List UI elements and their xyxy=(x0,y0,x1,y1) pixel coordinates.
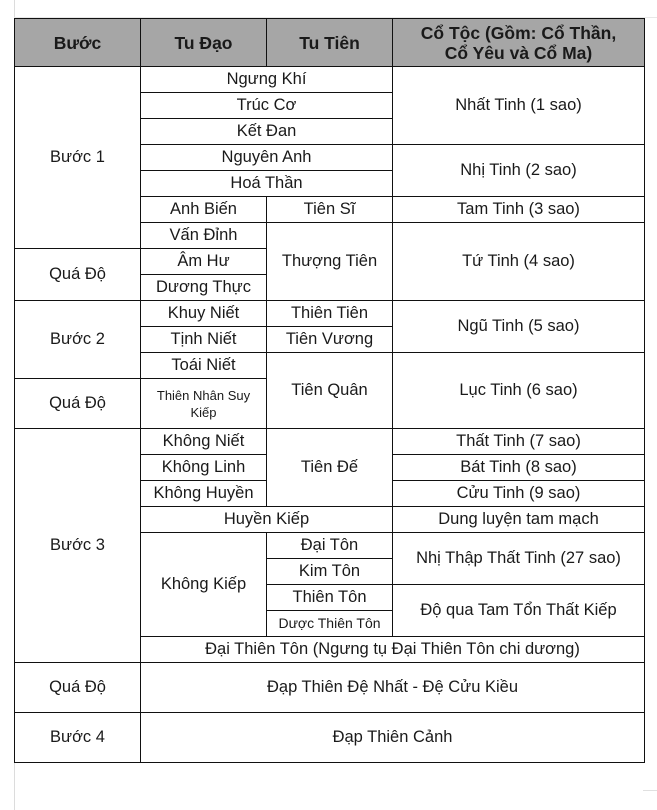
tu-dao-cell: Dương Thực xyxy=(141,275,267,301)
stage-cell: Bước 2 xyxy=(15,301,141,379)
stage-cell: Quá Độ xyxy=(15,249,141,301)
tu-dao-cell: Nguyên Anh xyxy=(141,145,393,171)
tu-tien-cell: Tiên Quân xyxy=(267,353,393,429)
tu-dao-cell: Anh Biến xyxy=(141,197,267,223)
co-toc-cell: Tam Tinh (3 sao) xyxy=(393,197,645,223)
stage-cell: Bước 4 xyxy=(15,713,141,763)
header-step: Bước xyxy=(15,19,141,67)
header-tu-dao: Tu Đạo xyxy=(141,19,267,67)
tu-dao-cell: Đại Thiên Tôn (Ngưng tụ Đại Thiên Tôn chi dương) xyxy=(141,637,645,663)
tu-dao-cell: Thiên Nhân Suy Kiếp xyxy=(141,379,267,429)
header-tu-tien: Tu Tiên xyxy=(267,19,393,67)
tu-dao-cell: Vấn Đỉnh xyxy=(141,223,267,249)
co-toc-cell: Ngũ Tinh (5 sao) xyxy=(393,301,645,353)
co-toc-cell: Dung luyện tam mạch xyxy=(393,507,645,533)
tu-tien-cell: Đại Tôn xyxy=(267,533,393,559)
cultivation-ranks-table xyxy=(14,18,645,763)
table-row xyxy=(15,429,645,455)
stage-cell: Quá Độ xyxy=(15,663,141,713)
tu-dao-cell: Kết Đan xyxy=(141,119,393,145)
tu-tien-cell: Thiên Tôn xyxy=(267,585,393,611)
tu-tien-cell: Tiên Đế xyxy=(267,429,393,507)
co-toc-cell: Bát Tinh (8 sao) xyxy=(393,455,645,481)
tu-dao-cell: Âm Hư xyxy=(141,249,267,275)
tu-dao-cell: Huyền Kiếp xyxy=(141,507,393,533)
table-row xyxy=(15,301,645,327)
tu-tien-cell: Kim Tôn xyxy=(267,559,393,585)
tu-dao-cell: Không Niết xyxy=(141,429,267,455)
tu-tien-cell: Thiên Tiên xyxy=(267,301,393,327)
stage-cell: Bước 1 xyxy=(15,67,141,249)
stage-cell: Quá Độ xyxy=(15,379,141,429)
tu-tien-cell: Tiên Vương xyxy=(267,327,393,353)
tu-tien-cell: Tiên Sĩ xyxy=(267,197,393,223)
tu-dao-cell: Tịnh Niết xyxy=(141,327,267,353)
co-toc-cell: Cửu Tinh (9 sao) xyxy=(393,481,645,507)
table-row xyxy=(15,713,645,763)
co-toc-cell: Độ qua Tam Tổn Thất Kiếp xyxy=(393,585,645,637)
table-row xyxy=(15,663,645,713)
tu-tien-cell: Thượng Tiên xyxy=(267,223,393,301)
co-toc-cell: Nhất Tinh (1 sao) xyxy=(393,67,645,145)
page-edge xyxy=(643,790,657,791)
tu-dao-cell: Khuy Niết xyxy=(141,301,267,327)
header-co-toc: Cổ Tộc (Gồm: Cổ Thần, Cổ Yêu và Cổ Ma) xyxy=(393,19,645,67)
co-toc-cell: Nhị Tinh (2 sao) xyxy=(393,145,645,197)
tu-dao-cell: Toái Niết xyxy=(141,353,267,379)
co-toc-cell: Thất Tinh (7 sao) xyxy=(393,429,645,455)
header-row xyxy=(15,19,645,67)
tu-dao-cell: Không Huyền xyxy=(141,481,267,507)
co-toc-cell: Nhị Thập Thất Tinh (27 sao) xyxy=(393,533,645,585)
tu-dao-cell: Hoá Thần xyxy=(141,171,393,197)
table-row xyxy=(15,67,645,93)
stage-cell: Bước 3 xyxy=(15,429,141,663)
tu-dao-cell: Đạp Thiên Đệ Nhất - Đệ Cửu Kiều xyxy=(141,663,645,713)
co-toc-cell: Lục Tinh (6 sao) xyxy=(393,353,645,429)
co-toc-cell: Tứ Tinh (4 sao) xyxy=(393,223,645,301)
tu-dao-cell: Đạp Thiên Cảnh xyxy=(141,713,645,763)
tu-dao-cell: Không Kiếp xyxy=(141,533,267,637)
tu-dao-cell: Trúc Cơ xyxy=(141,93,393,119)
tu-dao-cell: Ngưng Khí xyxy=(141,67,393,93)
tu-dao-cell: Không Linh xyxy=(141,455,267,481)
tu-tien-cell: Dược Thiên Tôn xyxy=(267,611,393,637)
